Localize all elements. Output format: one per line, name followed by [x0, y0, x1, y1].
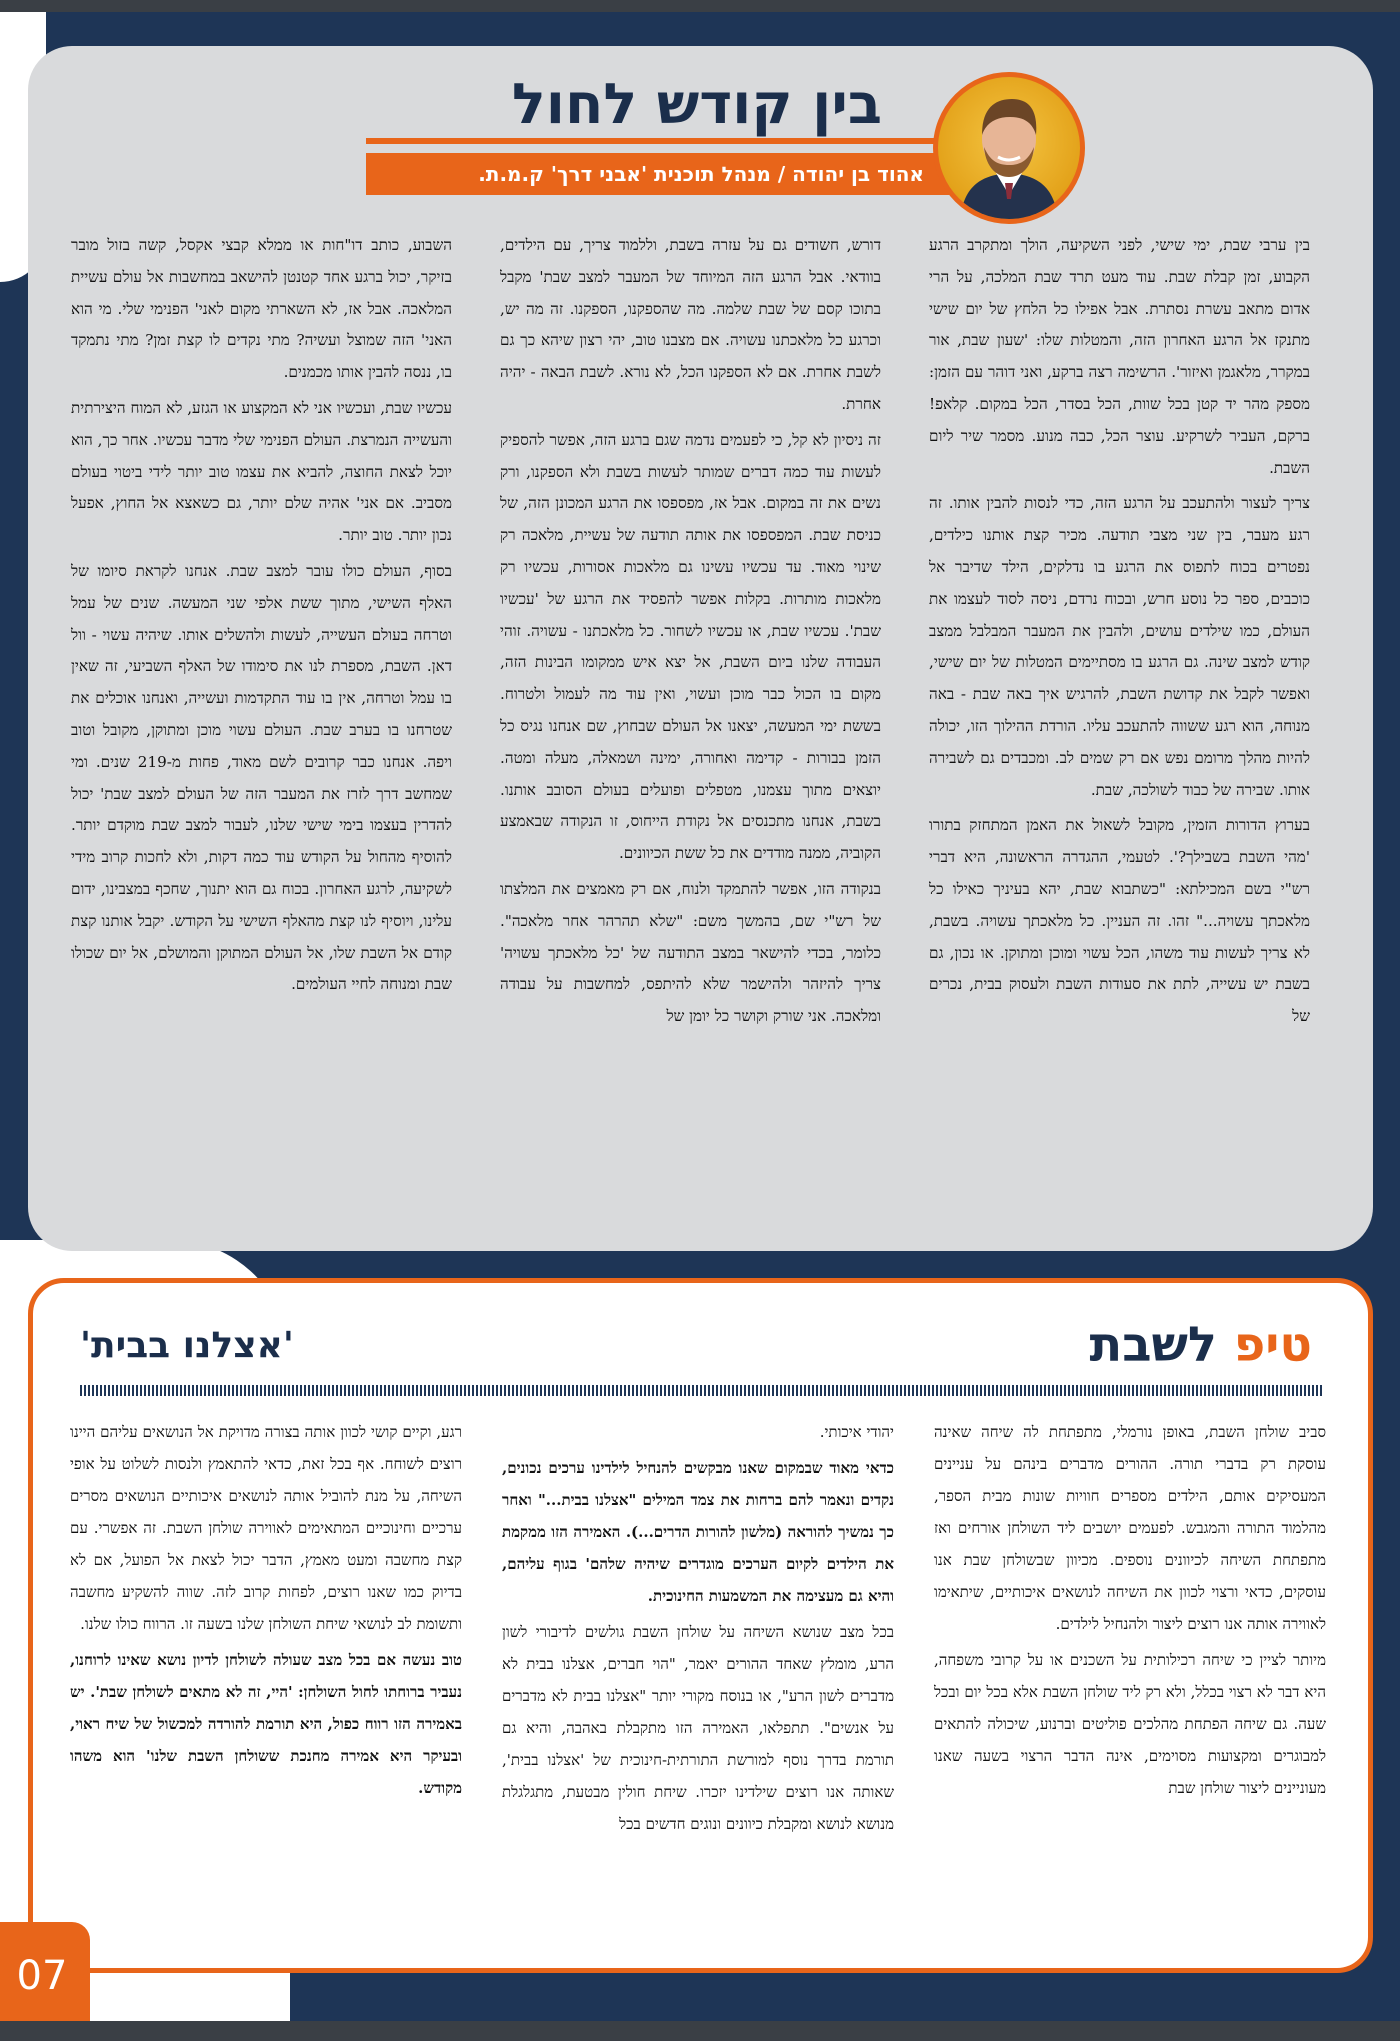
title-underline — [366, 138, 954, 144]
tip-title-word-1: טיפ — [1233, 1317, 1312, 1373]
tip-title — [1089, 1312, 1312, 1378]
paragraph: בנקודה הזו, אפשר להתמקד ולנוח, אם רק מאמצים את המלצתו של רש"י שם, בהמשך משם: "שלא תהרהר אחר מלאכה". כלומר, בכדי להישאר במצב התודעה של 'כל מלאכתך עשויה' צריך להיזהר ולהישמר שלא להיתפס, למחשבות על עבודה ומלאכה. אני שורק וקושר כל יומן של — [500, 879, 881, 1026]
article-column-3 — [71, 230, 452, 1222]
paragraph: עכשיו שבת, ועכשיו אני לא המקצוע או הגזע, לא המוח היצירתית והעשייה הנמרצת. העולם הפנימי שלי מדבר עכשיו. אחר כך, הוא יוכל לצאת החוצה, להביא את עצמו טוב יותר לידי ביטוי בעולם מסביב. אם אני' אהיה שלם יותר, גם כשאצא אל החוץ, אפעל נכון יותר. טוב יותר. — [71, 398, 452, 545]
paragraph: זה ניסיון לא קל, כי לפעמים נדמה שגם ברגע הזה, אפשר להספיק לעשות עוד כמה דברים שמותר לעשות בשבת ולא הספקנו, ורק נשים את זה במקום. אבל אז, מפספסו את הרגע המכונן הזה, של כניסת שבת. המפספסו את אותה תודעה של עשיית, מלאכה רק שינוי מאוד. עד עכשיו עשינו גם מלאכות אסורות, עכשיו רק מלאכות מותרות. בקלות אפשר להפסיד את הרגע של 'עכשיו שבת'. עכשיו שבת, או עכשיו לשחור. כל מלאכתנו - עשויה. זוהי העבודה שלנו ביום השבת, אל יצא איש ממקומו הבינות הזה, מקום בו הכול כבר מוכן ועשוי, ואין עוד מה לעמול ולטרוח. בששת ימי המעשה, יצאנו אל העולם שבחוץ, שם אנחנו נגיס כל הזמן בבורות - קדימה ואחורה, ימינה ושמאלה, מעלה ומטה. יוצאים מתוך עצמנו, מטפלים ופועלים בעולם הסובב אותנו. בשבת, אנחנו מתכנסים אל נקודת הייחוס, זו הנקודה שבאמצע הקוביה, ממנה מודדים את כל ששת הכיוונים. — [500, 430, 881, 863]
top-edge-bar — [0, 0, 1400, 12]
bottom-edge-bar — [0, 2021, 1400, 2041]
author-portrait-icon — [938, 77, 1080, 219]
article-title: בין קודש לחול — [511, 72, 882, 137]
bold-paragraph: טוב נעשה אם בכל מצב שעולה לשולחן לדיון נושא שאינו לרוחנו, נעביר ברוחתו לחול השולחן: 'היי, זה לא מתאים לשולחן שבת'. יש באמירה הזו רווח כפול, היא תורמת להורדה למכשול של שיח ראוי, ובעיקר היא אמירה מחנכת ששולחן השבת שלנו' הוא משהו מקודש. — [70, 1651, 462, 1797]
tip-column-2 — [502, 1416, 894, 1930]
bold-paragraph: כדאי מאוד שבמקום שאנו מבקשים להנחיל לילדינו ערכים נכונים, נקדים ונאמר להם ברחות את צמד המילים "אצלנו בבית..." ואחר כך נמשיך להוראה (מלשון להורות הדרים...). האמירה הזו ממקמת את הילדים לקיום הערכים מוגדרים שיהיה שלהם' בגוף עליהם, והיא גם מעצימה את המשמעות החינוכית. — [502, 1459, 894, 1605]
page-number: 07 — [0, 1922, 90, 2030]
paragraph: מיותר לציין כי שיחה רכילותית על השכנים או על קרובי משפחה, היא דבר לא רצוי בכלל, ולא רק ליד שולחן השבת אלא בכל יום ובכל שעה. גם שיחה הפתחת מהלכים פוליטים וברנוע, שיכולה להתאים למבוגרים ומקצועות מסוימים, אינה הדבר הרצוי בשעה שאנו מעוניינים ליצור שולחן שבת — [934, 1651, 1326, 1797]
article-body — [70, 230, 1310, 1222]
paragraph: דורש, חשודים גם על עזרה בשבת, וללמוד צריך, עם הילדים, בוודאי. אבל הרגע הזה המיוחד של המעבר למצב שבת' מקבל בתוכו קסם של שבת שלמה. מה שהספקנו, הספקנו. זה מה יש, וכרגע כל מלאכתנו עשויה. אם מצבנו טוב, יהי רצון שיהא כך גם לשבת אחרת. אם לא הספקנו הכל, לא נורא. לשבת הבאה - יהיה אחרת. — [500, 236, 881, 413]
tip-subtitle: 'אצלנו בבית' — [80, 1325, 294, 1366]
tip-body — [68, 1416, 1326, 1930]
article-column-2 — [500, 230, 881, 1222]
hatched-divider — [80, 1385, 1323, 1396]
tip-title-word-2: לשבת — [1089, 1317, 1217, 1373]
paragraph: בערוץ הדורות הזמין, מקובל לשאול את האמן המתחזק בתורו 'מהי השבת בשבילך?'. לטעמי, ההגדרה הראשונה, היא דברי רש"י בשם המכילתא: "כשתבוא שבת, יהא בעיניך כאילו כל מלאכתך עשויה..." זהו. זה העניין. כל מלאכתך עשויה. בשבת, לא צריך לעשות עוד משהו, הכל עשוי ומוכן ומתוקן. או נכון, גם בשבת יש עשייה, לתת את סעודות השבת ולעסוק בבית, נכרים של — [929, 816, 1310, 1026]
paragraph: בין ערבי שבת, ימי שישי, לפני השקיעה, הולך ומתקרב הרגע הקבוע, זמן קבלת שבת. עוד מעט תרד שבת המלכה, על הרי אדום מתאב עשרת נסתרת. אבל אפילו כל הלחץ של יום שישי מתנקז אל הרגע האחרון הזה, והמטלות שלו: 'שעון שבת, אור במקרר, מלאגמן ואיזור'. הרשימה רצה ברקע, ואני דוהר עם הזמן: מספק מהר יד קטן בכל שוות, הכל בסדר, הכל במקום. קלאפ! ברקם, העביר לשרקיע. עוצר הכל, כבה מנוע. מסמר שיר ליום השבת. — [929, 236, 1310, 477]
paragraph: צריך לעצור ולהתעכב על הרגע הזה, כדי לנסות להבין אותו. זה רגע מעבר, בין שני מצבי תודעה. מכיר קצת אותנו כילדים, נפטרים בכוח לתפוס את הרגע בו נדלקים, הילד שדיבר אל כוכבים, ספר כל נוסע חרש, ובכוח נרדם, ניסה לסוד לעצמו את העולם, כמו שילדים עושים, ולהבין את המעבר המבלבל ממצב קודש למצב שינה. גם הרגע בו מסתיימים המטלות של יום שישי, ואפשר לקבל את קדושת השבת, להרגיש איך באה שבת - באה מנוחה, הוא רגע ששווה להתעכב עליו. הורדת ההילוך הזו, יכולה להיות מהלך מרומם נפש אם רק שמים לב. ומכבדים גם לשבירה אותו. שבירה של כבוד לשולכה, שבת. — [929, 494, 1310, 799]
paragraph: השבוע, כותב דו"חות או ממלא קבצי אקסל, קשה בזול מובר בזיקר, יכול ברגע אחד קטנטן להישאב במחשבות אל עולם עשיית המלאכה. אבל אז, לא השארתי מקום לאני' הפנימי שלי. מי הוא האני' הזה שמוצל ועשיה? מתי נקדים לו קצת זמן? מתי נתמקד בו, ננסה להבין אותו מכמנים. — [71, 236, 452, 382]
paragraph: סביב שולחן השבת, באופן נורמלי, מתפתחת לה שיחה שאינה עוסקת רק בדברי תורה. ההורים מדברים בינהם על עניינים המעסיקים אותם, הילדים מספרים חוויות שונות מבית הספר, מהלמוד התורה והמגבש. לפעמים יושבים ליד השולחן אורחים ואז מתפתחת השיחה לכיוונים נוספים. מכיוון שבשולחן שבת אנו עוסקים, כדאי ורצוי לכוון את השיחה לנושאים איכותיים, שיתאימו לאווירה אותה אנו רוצים ליצור ולהנחיל לילדים. — [934, 1423, 1326, 1633]
paragraph: רגע, וקיים קושי לכוון אותה בצורה מדויקת אל הנושאים עליהם היינו רוצים לשוחח. אף בכל זאת, כדאי להתאמץ ולנסות לשלוט על אופי השיחה, על מנת להוביל אותה לנושאים איכותיים הנושאים מסרים ערכיים וחינוכיים המתאימים לאווירה שולחן השבת. זה אפשרי. עם קצת מחשבה ומעט מאמץ, הדבר יכול לצאת אל הפועל, אם לא בדיוק כמו שאנו רוצים, לפחות קרוב לזה. שווה להשקיע מחשבה ותשומת לב לנושאי שיחת השולחן שלנו בשעה זו. הרווח כולו שלנו. — [70, 1423, 462, 1633]
author-byline: אהוד בן יהודה / מנהל תוכנית 'אבני דרך' ק.מ.ת. — [366, 153, 954, 195]
paragraph: בסוף, העולם כולו עובר למצב שבת. אנחנו לקראת סיומו של האלף השישי, מתוך ששת אלפי שני המעשה. שנים של עמל וטרחה בעולם העשייה, לעשות ולהשלים אותו. שיהיה עשוי - וול דאן. השבת, מספרת לנו את סימודו של האלף השביעי, זה שאין בו עמל וטרחה, אין בו עוד התקדמות ועשייה, ואנחנו אוכלים את שטרחנו בו בערב שבת. העולם עשוי מוכן ומתוקן, מקובל וטוב ויפה. אנחנו כבר קרובים לשם מאוד, פחות מ-219 שנים. ומי שמחשב דרך לזרז את המעבר הזה של העולם למצב שבת' יכול להדרין בעצמו בימי שישי שלנו, לעבור למצב שבת מוקדם יותר. להוסיף מהחול על הקודש עוד כמה דקות, ולא לחכות קרוב מידי לשקיעה, לרגע האחרון. בכוח גם הוא יתנוך, שחכף במצבינו, ידום עלינו, ויוסיף לנו קצת מהאלף השישי על הקודש. יקבל אותנו קצת קודם אל השבת שלו, אל העולם המתוקן והמושלם, אל יום שכולו שבת ומנוחה לחיי העולמים. — [71, 561, 452, 994]
paragraph: יהודי איכותי. — [819, 1423, 894, 1441]
article-column-1 — [929, 230, 1310, 1222]
tip-column-1 — [934, 1416, 1326, 1930]
tip-column-3 — [70, 1416, 462, 1930]
paragraph: בכל מצב שנושא השיחה על שולחן השבת גולשים לדיבורי לשון הרע, מומלץ שאחד ההורים יאמר, "הוי חברים, אצלנו בבית לא מדברים לשון הרע", או בנוסח מקורי יותר "אצלנו בבית לא מדברים על אנשים". תתפלאו, האמירה הזו מתקבלת באהבה, והיא גם תורמת בדרך נוסף למורשת התורתית-חינוכית של 'אצלנו בבית', שאותה אנו רוצים שילדינו יזכרו. שיחת חולין מבטעת, מתגלגלת מנושא לנושא ומקבלת כיוונים ונוגים חדשים בכל — [502, 1623, 894, 1833]
author-photo — [933, 72, 1085, 224]
